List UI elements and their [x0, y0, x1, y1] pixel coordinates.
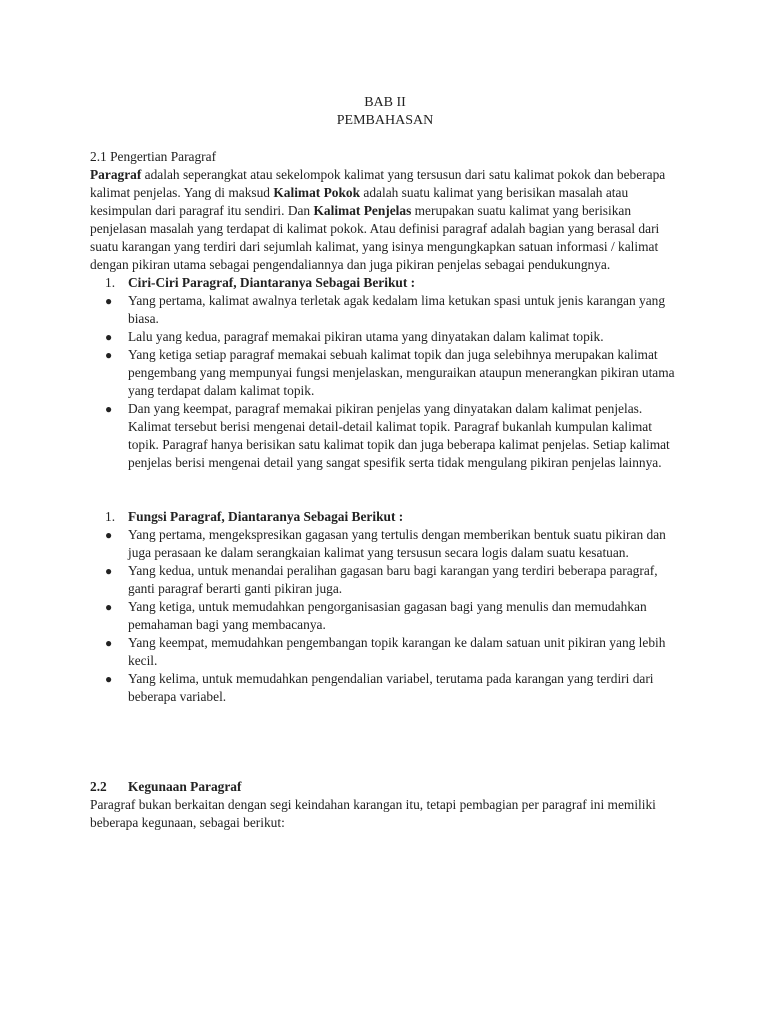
intro-text-3: merupakan suatu kalimat yang berisikan penjelasan masalah yang terdapat di kalimat pokok. Atau definisi paragraf adalah bagian yang berasal dari suatu karangan yang terdiri dari sejumlah kalimat, yang isinya mengungkapkan satuan informasi / kalimat dengan pikiran utama sebagai pengendaliannya dan juga pikiran penjelas sebagai pendukungnya.: [90, 203, 660, 272]
term-paragraf: Paragraf: [90, 167, 142, 182]
bullet-icon: ●: [105, 600, 113, 614]
list-item: [90, 346, 680, 400]
ciri-heading-text: Ciri-Ciri Paragraf, Diantaranya Sebagai Berikut :: [128, 275, 416, 290]
spacer: [90, 472, 680, 508]
bullet-icon: ●: [105, 330, 113, 344]
list-item-text: Dan yang keempat, paragraf memakai pikiran penjelas yang dinyatakan dalam kalimat penjelas. Kalimat tersebut berisi mengenai detail-detail kalimat topik. Paragraf bukanlah kumpulan kalimat topik. Paragraf hanya berisikan satu kalimat topik dan juga beberapa kalimat penjelas. Setiap kalimat penjelas berisi mengenai detail yang sangat spesifik serta tidak mengulang pikiran penjelas lainnya.: [128, 401, 670, 470]
list-item: [90, 526, 680, 562]
list-item: [90, 634, 680, 670]
list-item-text: Yang keempat, memudahkan pengembangan topik karangan ke dalam satuan unit pikiran yang lebih kecil.: [128, 635, 666, 668]
fungsi-number: 1.: [105, 509, 116, 524]
bullet-icon: ●: [105, 294, 113, 308]
chapter-title: PEMBAHASAN: [336, 113, 434, 128]
intro-paragraph: [90, 166, 680, 274]
list-item: [90, 670, 680, 706]
list-item: [90, 292, 680, 328]
intro-text-1: adalah seperangkat atau sekelompok kalimat yang tersusun dari satu kalimat pokok dan beberapa kalimat penjelas. Yang di maksud: [90, 167, 666, 200]
chapter-number: BAB II: [364, 95, 406, 110]
bullet-icon: ●: [105, 402, 113, 416]
list-item: [90, 400, 680, 472]
list-item-text: Yang pertama, kalimat awalnya terletak agak kedalam lima ketukan spasi untuk jenis karangan yang biasa.: [128, 293, 666, 326]
bullet-icon: ●: [105, 636, 113, 650]
bullet-icon: ●: [105, 564, 113, 578]
bullet-icon: ●: [105, 528, 113, 542]
list-item: [90, 328, 680, 346]
section-heading-2-1: 2.1 Pengertian Paragraf: [90, 149, 217, 164]
list-item-text: Yang pertama, mengekspresikan gagasan yang tertulis dengan memberikan bentuk suatu pikiran dan juga perasaan ke dalam serangkaian kalimat yang tersusun secara logis dalam suatu kesatuan.: [128, 527, 666, 560]
fungsi-heading: [90, 508, 680, 526]
chapter-header: [90, 94, 680, 130]
ciri-number: 1.: [105, 275, 116, 290]
ciri-heading: [90, 274, 680, 292]
list-item-text: Lalu yang kedua, paragraf memakai pikiran utama yang dinyatakan dalam kalimat topik.: [128, 329, 604, 344]
fungsi-list: [90, 526, 680, 706]
document-page: [90, 94, 680, 832]
list-item-text: Yang kedua, untuk menandai peralihan gagasan baru bagi karangan yang terdiri beberapa paragraf, ganti paragraf berarti ganti pikiran juga.: [128, 563, 658, 596]
spacer: [90, 706, 680, 778]
section-2-2-title: Kegunaan Paragraf: [128, 779, 242, 794]
kegunaan-paragraph: Paragraf bukan berkaitan dengan segi keindahan karangan itu, tetapi pembagian per paragraf ini memiliki beberapa kegunaan, sebagai berikut:: [90, 797, 656, 830]
term-kalimat-pokok: Kalimat Pokok: [273, 185, 361, 200]
list-item: [90, 598, 680, 634]
bullet-icon: ●: [105, 348, 113, 362]
section-heading-2-2: [90, 778, 680, 796]
intro-text-2: adalah suatu kalimat yang berisikan masalah atau kesimpulan dari paragraf itu sendiri. Dan: [90, 185, 629, 218]
ciri-list: [90, 292, 680, 472]
fungsi-heading-text: Fungsi Paragraf, Diantaranya Sebagai Berikut :: [128, 509, 404, 524]
list-item-text: Yang ketiga setiap paragraf memakai sebuah kalimat topik dan juga selebihnya merupakan kalimat pengembang yang mempunyai fungsi menjelaskan, menguraikan ataupun menerangkan pikiran utama yang terdapat dalam kalimat topik.: [128, 347, 675, 398]
list-item: [90, 562, 680, 598]
section-2-2-number: 2.2: [90, 779, 107, 794]
term-kalimat-penjelas: Kalimat Penjelas: [313, 203, 412, 218]
list-item-text: Yang ketiga, untuk memudahkan pengorganisasian gagasan bagi yang menulis dan memudahkan pemahaman bagi yang membacanya.: [128, 599, 647, 632]
list-item-text: Yang kelima, untuk memudahkan pengendalian variabel, terutama pada karangan yang terdiri dari beberapa variabel.: [128, 671, 654, 704]
bullet-icon: ●: [105, 672, 113, 686]
